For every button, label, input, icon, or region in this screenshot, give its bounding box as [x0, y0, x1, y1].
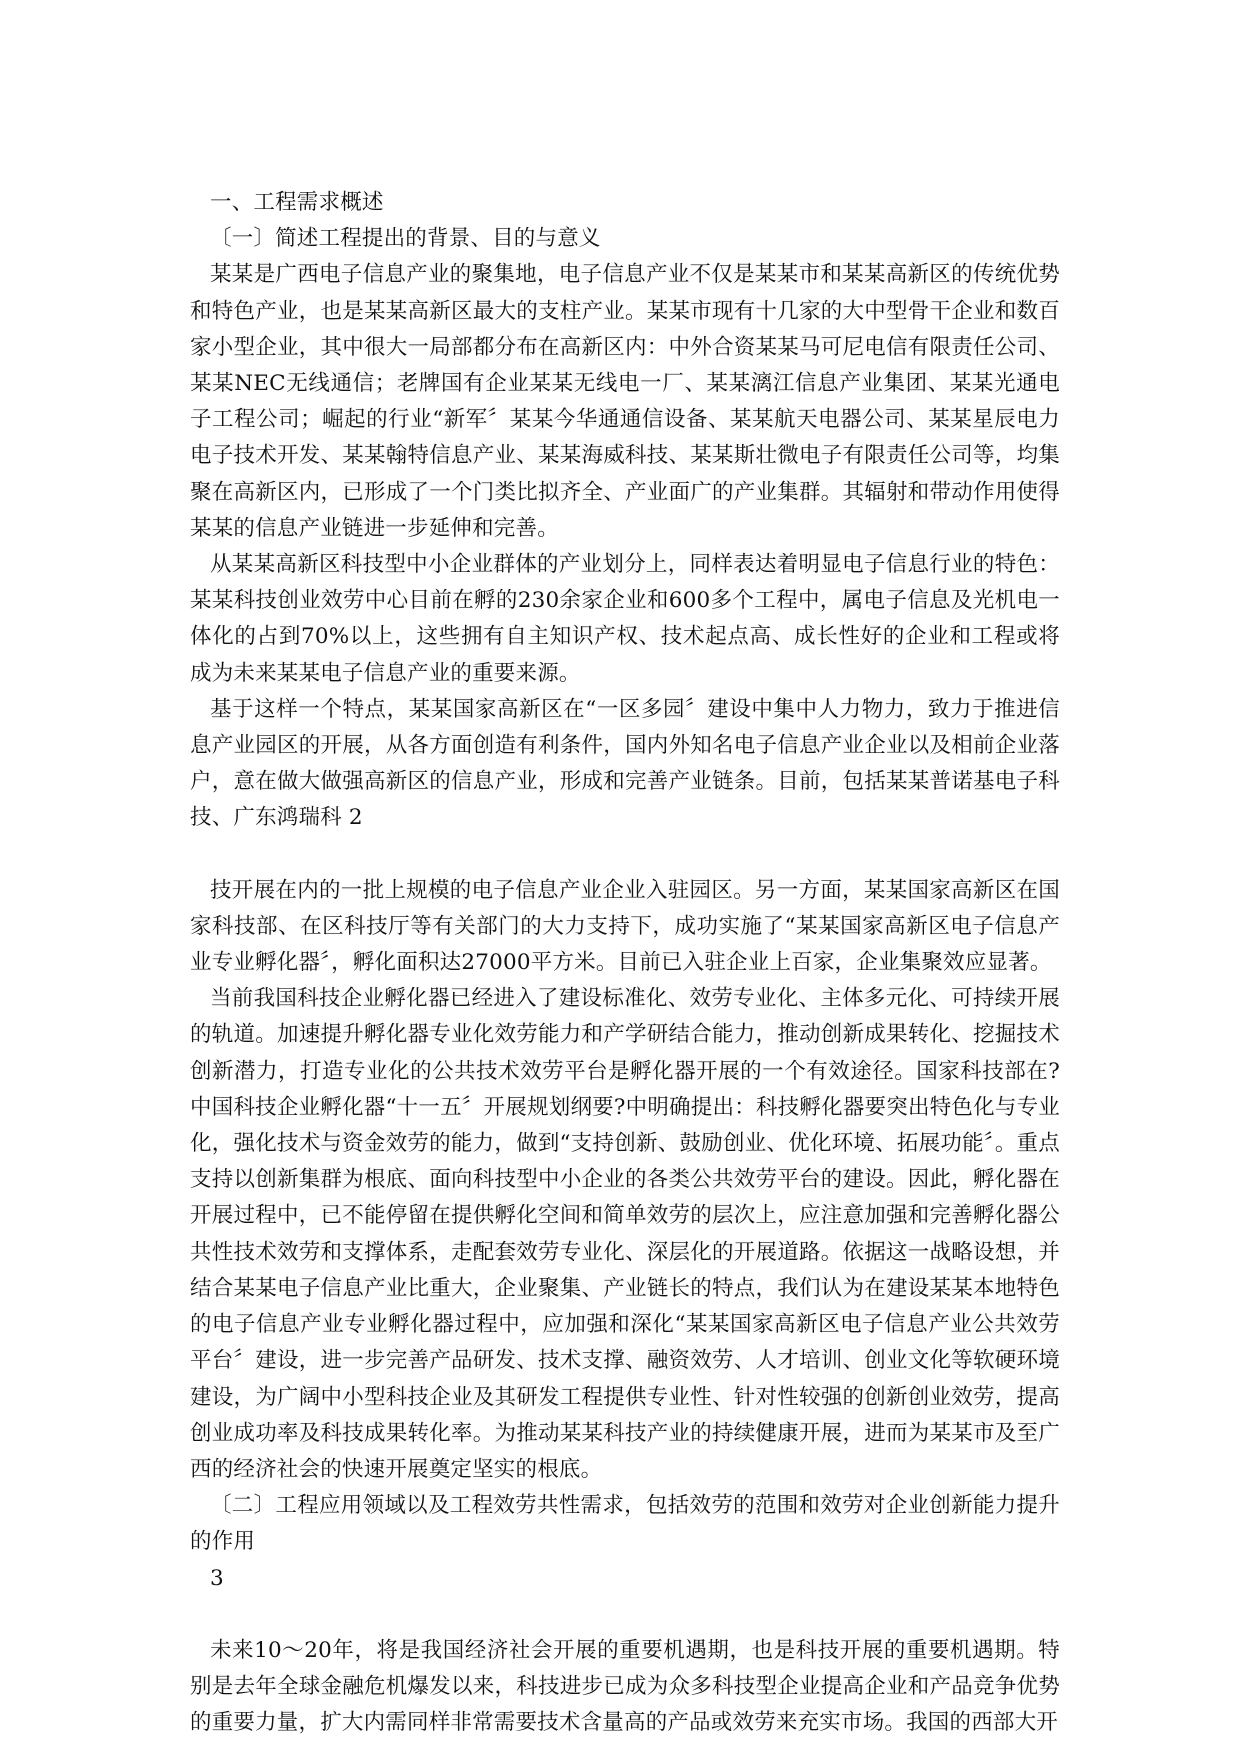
paragraph: 技开展在内的一批上规模的电子信息产业企业入驻园区。另一方面，某某国家高新区在国家科技部、在区科技厅等有关部门的大力支持下，成功实施了“某某国家高新区电子信息产业专业孵化器〞，孵化面积达27000平方米。目前已入驻企业上百家，企业集聚效应显著。	[190, 877, 1060, 976]
page-number: 3	[210, 1565, 224, 1591]
section-heading: 一、工程需求概述	[210, 190, 384, 215]
paragraph: 当前我国科技企业孵化器已经进入了建设标准化、效劳专业化、主体多元化、可持续开展的轨道。加速提升孵化器专业化效劳能力和产学研结合能力，推动创新成果转化、挖掘技术创新潜力，打造专业化的公共技术效劳平台是孵化器开展的一个有效途径。国家科技部在?中国科技企业孵化器“十一五〞开展规划纲要?中明确提出：科技孵化器要突出特色化与专业化，强化技术与资金效劳的能力，做到“支持创新、鼓励创业、优化环境、拓展功能〞。重点支持以创新集群为根底、面向科技型中小企业的各类公共效劳平台的建设。因此，孵化器在开展过程中，已不能停留在提供孵化空间和简单效劳的层次上，应注意加强和完善孵化器公共性技术效劳和支撑体系，走配套效劳专业化、深层化的开展道路。依据这一战略设想，并结合某某电子信息产业比重大，企业聚集、产业链长的特点，我们认为在建设某某本地特色的电子信息产业专业孵化器过程中，应加强和深化“某某国家高新区电子信息产业公共效劳平台〞建设，进一步完善产品研发、技术支撑、融资效劳、人才培训、创业文化等软硬环境建设，为广阔中小型科技企业及其研发工程提供专业性、针对性较强的创新创业效劳，提高创业成功率及科技成果转化率。为推动某某科技产业的持续健康开展，进而为某某市及至广西的经济社会的快速开展奠定坚实的根底。	[190, 986, 1060, 1482]
paragraph: 从某某高新区科技型中小企业群体的产业划分上，同样表达着明显电子信息行业的特色：某某科技创业效劳中心目前在孵的230余家企业和600多个工程中，属电子信息及光机电一体化的占到70%以上，这些拥有自主知识产权、技术起点高、成长性好的企业和工程或将成为未来某某电子信息产业的重要来源。	[190, 552, 1060, 686]
paragraph: 某某是广西电子信息产业的聚集地，电子信息产业不仅是某某市和某某高新区的传统优势和特色产业，也是某某高新区最大的支柱产业。某某市现有十几家的大中型骨干企业和数百家小型企业，其中很大一局部都分布在高新区内：中外合资某某马可尼电信有限责任公司、某某NEC无线通信；老牌国有企业某某无线电一厂、某某漓江信息产业集团、某某光通电子工程公司；崛起的行业“新军〞某某今华通通信设备、某某航天电器公司、某某星辰电力电子技术开发、某某翰特信息产业、某某海威科技、某某斯壮微电子有限责任公司等，均集聚在高新区内，已形成了一个门类比拟齐全、产业面广的产业集群。其辐射和带动作用使得某某的信息产业链进一步延伸和完善。	[190, 262, 1060, 541]
document-body	[190, 185, 1060, 1741]
page-break-gap	[190, 1597, 1060, 1633]
page-break-gap	[190, 837, 1060, 873]
subsection-heading: 〔一〕简述工程提出的背景、目的与意义	[210, 226, 601, 252]
subsection-heading: 〔二〕工程应用领域以及工程效劳共性需求，包括效劳的范围和效劳对企业创新能力提升的作用	[190, 1493, 1060, 1555]
paragraph: 基于这样一个特点，某某国家高新区在“一区多园〞建设中集中人力物力，致力于推进信息产业园区的开展，从各方面创造有利条件，国内外知名电子信息产业企业以及相前企业落户，意在做大做强高新区的信息产业，形成和完善产业链条。目前，包括某某普诺基电子科技、广东鸿瑞科 2	[190, 696, 1060, 831]
paragraph: 未来10～20年，将是我国经济社会开展的重要机遇期，也是科技开展的重要机遇期。特别是去年全球金融危机爆发以来，科技进步已成为众多科技型企业提高企业和产品竞争优势的重要力量，扩大内需同样非常需要技术含量高的产品或效劳来充实市场。我国的西部大开	[190, 1637, 1060, 1736]
